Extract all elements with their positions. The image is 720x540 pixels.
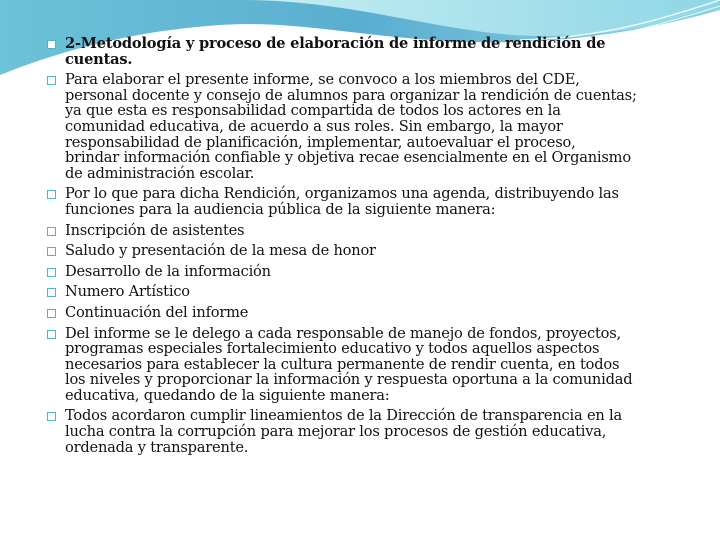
- item-text-line: Continuación del informe: [65, 303, 249, 321]
- item-text-line: responsabilidad de planificación, implementar, autoevaluar el proceso,: [65, 133, 576, 151]
- hollow-square-bullet-icon: [47, 268, 56, 277]
- item-text-line: Del informe se le delego a cada responsable de manejo de fondos, proyectos,: [65, 324, 621, 342]
- list-item: [45, 186, 705, 217]
- list-item: [45, 408, 705, 455]
- list-item: [45, 264, 705, 280]
- list-item: [45, 305, 705, 321]
- hollow-square-bullet-icon: [47, 330, 56, 339]
- hollow-square-bullet-icon: [47, 40, 56, 49]
- item-text-line: Desarrollo de la información: [65, 262, 271, 280]
- item-text-line: Por lo que para dicha Rendición, organizamos una agenda, distribuyendo las: [65, 185, 619, 203]
- item-text-line: personal docente y consejo de alumnos para organizar la rendición de cuentas;: [65, 86, 637, 104]
- hollow-square-bullet-icon: [47, 288, 56, 297]
- item-text-line: cuentas.: [65, 50, 133, 68]
- item-text-line: Numero Artístico: [65, 283, 190, 301]
- bullet-list: [45, 36, 705, 460]
- item-text-line: Todos acordaron cumplir lineamientos de la Dirección de transparencia en la: [65, 407, 622, 425]
- item-text-line: Saludo y presentación de la mesa de honor: [65, 242, 376, 260]
- list-item: [45, 243, 705, 259]
- hollow-square-bullet-icon: [47, 309, 56, 318]
- item-text-line: los niveles y proporcionar la información y respuesta oportuna a la comunidad: [65, 371, 633, 389]
- item-text-line: educativa, quedando de la siguiente manera:: [65, 386, 390, 404]
- item-text-line: 2-Metodología y proceso de elaboración de informe de rendición de: [65, 35, 606, 52]
- item-text-line: Para elaborar el presente informe, se convoco a los miembros del CDE,: [65, 71, 580, 89]
- hollow-square-bullet-icon: [47, 247, 56, 256]
- hollow-square-bullet-icon: [47, 190, 56, 199]
- item-text-line: comunidad educativa, de acuerdo a sus roles. Sin embargo, la mayor: [65, 117, 563, 135]
- item-text-line: necesarios para establecer la cultura permanente de rendir cuenta, en todos: [65, 355, 620, 373]
- item-text-line: lucha contra la corrupción para mejorar los procesos de gestión educativa,: [65, 423, 607, 441]
- hollow-square-bullet-icon: [47, 412, 56, 421]
- list-item: [45, 284, 705, 300]
- list-item: [45, 326, 705, 404]
- item-text-line: de administración escolar.: [65, 164, 255, 182]
- item-text-line: brindar información confiable y objetiva recae esencialmente en el Organismo: [65, 149, 631, 167]
- hollow-square-bullet-icon: [47, 227, 56, 236]
- item-text-line: funciones para la audiencia pública de la siguiente manera:: [65, 200, 496, 218]
- item-text-line: ordenada y transparente.: [65, 438, 249, 456]
- section-heading: [45, 36, 705, 67]
- list-item: [45, 223, 705, 239]
- list-item: [45, 72, 705, 181]
- hollow-square-bullet-icon: [47, 76, 56, 85]
- item-text-line: Inscripción de asistentes: [65, 221, 245, 239]
- item-text-line: ya que esta es responsabilidad compartida de todos los actores en la: [65, 102, 561, 120]
- item-text-line: programas especiales fortalecimiento educativo y todos aquellos aspectos: [65, 340, 600, 358]
